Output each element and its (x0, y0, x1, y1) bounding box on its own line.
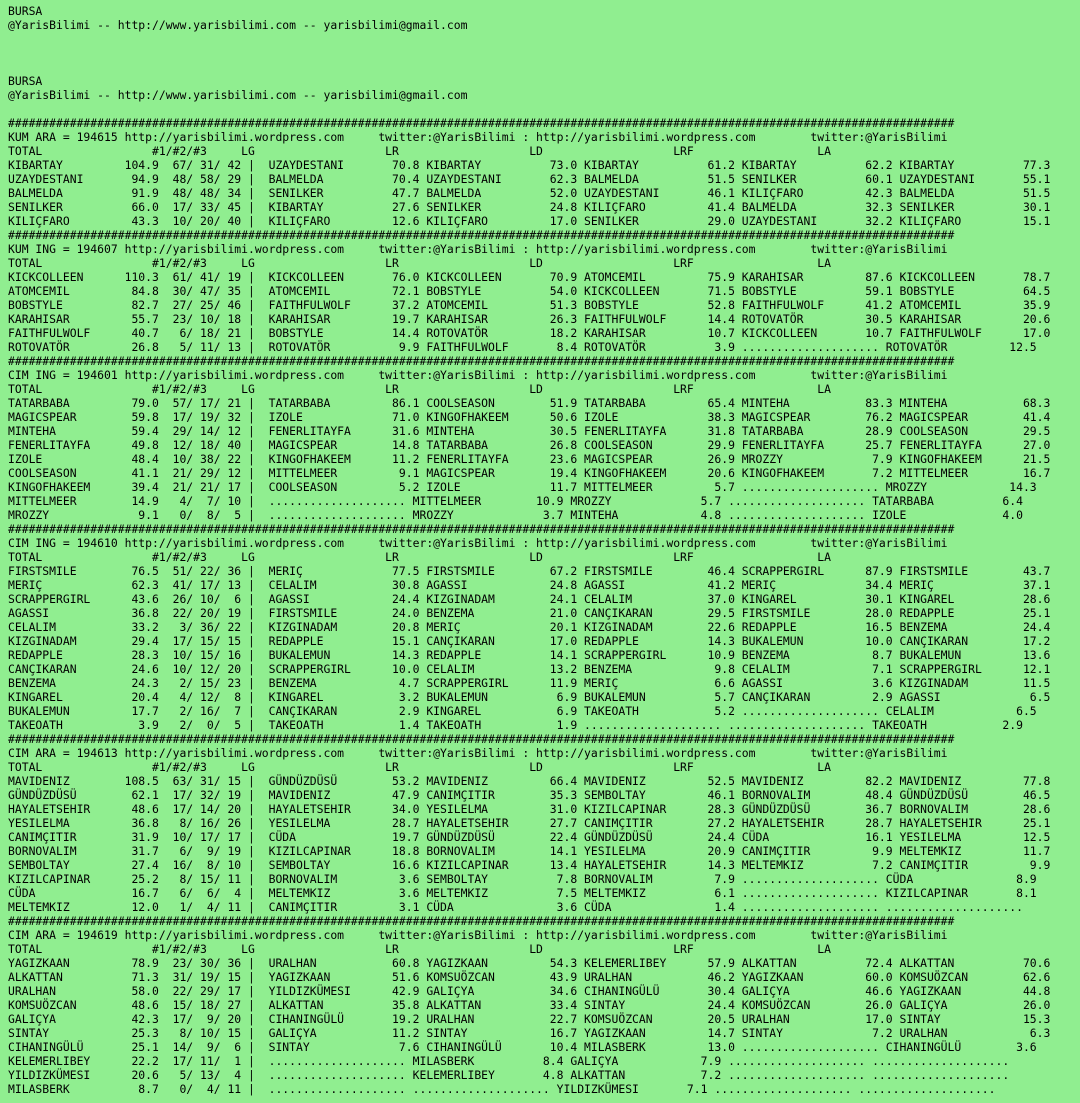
horse-row: SEMBOLTAY 27.4 16/ 8/ 10 | SEMBOLTAY 16.6 KIZILCAPINAR 13.4 HAYALETSEHIR 14.3 MELTEMKIZ 7.2 CANIMÇITIR 9.9 (8, 858, 1051, 872)
horse-row: MILASBERK 8.7 0/ 4/ 11 | .................... .................... YILDIZKÜMESI 7.1 .................... .................... (8, 1082, 996, 1096)
horse-row: CELALIM 33.2 3/ 36/ 22 | KIZGINADAM 20.8 MERIÇ 20.1 KIZGINADAM 22.6 REDAPPLE 16.5 BENZEMA 24.4 (8, 620, 1051, 634)
horse-row: KINGOFHAKEEM 39.4 21/ 21/ 17 | COOLSEASON 5.2 IZOLE 11.7 MITTELMEER 5.7 .................... MROZZY 14.3 (8, 480, 1037, 494)
horse-row: KOMSUÖZCAN 48.6 15/ 18/ 27 | ALKATTAN 35.8 ALKATTAN 33.4 SINTAY 24.4 KOMSUÖZCAN 26.0 GALIÇYA 26.0 (8, 998, 1051, 1012)
horse-row: SENILKER 66.0 17/ 33/ 45 | KIBARTAY 27.6 SENILKER 24.8 KILIÇFARO 41.4 BALMELDA 32.3 SENILKER 30.1 (8, 200, 1051, 214)
horse-row: HAYALETSEHIR 48.6 17/ 14/ 20 | HAYALETSEHIR 34.0 YESILELMA 31.0 KIZILCAPINAR 28.3 GÜNDÜZDÜSÜ 36.7 BORNOVALIM 28.6 (8, 802, 1051, 816)
horse-row: KELEMERLIBEY 22.2 17/ 11/ 1 | .................... MILASBERK 8.4 GALIÇYA 7.9 .................... .................... (8, 1054, 1010, 1068)
contact-line: @YarisBilimi -- http://www.yarisbilimi.com -- yarisbilimi@gmail.com (8, 88, 468, 102)
horse-row: KIBARTAY 104.9 67/ 31/ 42 | UZAYDESTANI 70.8 KIBARTAY 73.0 KIBARTAY 61.2 KIBARTAY 62.2 KIBARTAY 77.3 (8, 158, 1051, 172)
horse-row: YESILELMA 36.8 8/ 16/ 26 | YESILELMA 28.7 HAYALETSEHIR 27.7 CANIMÇITIR 27.2 HAYALETSEHIR 28.7 HAYALETSEHIR 25.1 (8, 816, 1051, 830)
horse-row: TAKEOATH 3.9 2/ 0/ 5 | TAKEOATH 1.4 TAKEOATH 1.9 .................... .................... TAKEOATH 2.9 (8, 718, 1023, 732)
city-title: BURSA (8, 74, 43, 88)
race-header: CIM ARA = 194613 http://yarisbilimi.wordpress.com twitter:@YarisBilimi : http://yarisbilimi.wordpress.com twitter:@YarisBilimi (8, 746, 948, 760)
horse-row: SINTAY 25.3 8/ 10/ 15 | GALIÇYA 11.2 SINTAY 16.7 YAGIZKAAN 14.7 SINTAY 7.2 URALHAN 6.3 (8, 1026, 1051, 1040)
horse-row: FENERLITAYFA 49.8 12/ 18/ 40 | MAGICSPEAR 14.8 TATARBABA 26.8 COOLSEASON 29.9 FENERLITAYFA 25.7 FENERLITAYFA 27.0 (8, 438, 1051, 452)
horse-row: ATOMCEMIL 84.8 30/ 47/ 35 | ATOMCEMIL 72.1 BOBSTYLE 54.0 KICKCOLLEEN 71.5 BOBSTYLE 59.1 BOBSTYLE 64.5 (8, 284, 1051, 298)
horse-row: TATARBABA 79.0 57/ 17/ 21 | TATARBABA 86.1 COOLSEASON 51.9 TATARBABA 65.4 MINTEHA 83.3 MINTEHA 68.3 (8, 396, 1051, 410)
section-divider: ########################################################################################################################################## (8, 354, 955, 368)
contact-line: @YarisBilimi -- http://www.yarisbilimi.com -- yarisbilimi@gmail.com (8, 18, 468, 32)
blank-line (8, 46, 1080, 60)
section-divider: ########################################################################################################################################## (8, 228, 955, 242)
city-title: BURSA (8, 4, 43, 18)
horse-row: CANIMÇITIR 31.9 10/ 17/ 17 | CÜDA 19.7 GÜNDÜZDÜSÜ 22.4 GÜNDÜZDÜSÜ 24.4 CÜDA 16.1 YESILELMA 12.5 (8, 830, 1051, 844)
horse-row: BALMELDA 91.9 48/ 48/ 34 | SENILKER 47.7 BALMELDA 52.0 UZAYDESTANI 46.1 KILIÇFARO 42.3 BALMELDA 51.5 (8, 186, 1051, 200)
column-header: TOTAL #1/#2/#3 LG LR LD LRF LA (8, 144, 831, 158)
section-divider: ########################################################################################################################################## (8, 116, 955, 130)
section-divider: ########################################################################################################################################## (8, 732, 955, 746)
horse-row: URALHAN 58.0 22/ 29/ 17 | YILDIZKÜMESI 42.9 GALIÇYA 34.6 CIHANINGÜLÜ 30.4 GALIÇYA 46.6 YAGIZKAAN 44.8 (8, 984, 1051, 998)
blank-line (8, 60, 1080, 74)
horse-row: BOBSTYLE 82.7 27/ 25/ 46 | FAITHFULWOLF 37.2 ATOMCEMIL 51.3 BOBSTYLE 52.8 FAITHFULWOLF 41.2 ATOMCEMIL 35.9 (8, 298, 1051, 312)
horse-row: GÜNDÜZDÜSÜ 62.1 17/ 32/ 19 | MAVIDENIZ 47.9 CANIMÇITIR 35.3 SEMBOLTAY 46.1 BORNOVALIM 48.4 GÜNDÜZDÜSÜ 46.5 (8, 788, 1051, 802)
horse-row: CANÇIKARAN 24.6 10/ 12/ 20 | SCRAPPERGIRL 10.0 CELALIM 13.2 BENZEMA 9.8 CELALIM 7.1 SCRAPPERGIRL 12.1 (8, 662, 1051, 676)
horse-row: CIHANINGÜLÜ 25.1 14/ 9/ 6 | SINTAY 7.6 CIHANINGÜLÜ 10.4 MILASBERK 13.0 .................... CIHANINGÜLÜ 3.6 (8, 1040, 1037, 1054)
horse-row: ALKATTAN 71.3 31/ 19/ 15 | YAGIZKAAN 51.6 KOMSUÖZCAN 43.9 URALHAN 46.2 YAGIZKAAN 60.0 KOMSUÖZCAN 62.6 (8, 970, 1051, 984)
column-header: TOTAL #1/#2/#3 LG LR LD LRF LA (8, 760, 831, 774)
race-header: CIM ING = 194601 http://yarisbilimi.wordpress.com twitter:@YarisBilimi : http://yarisbilimi.wordpress.com twitter:@YarisBilimi (8, 368, 948, 382)
horse-row: REDAPPLE 28.3 10/ 15/ 16 | BUKALEMUN 14.3 REDAPPLE 14.1 SCRAPPERGIRL 10.9 BENZEMA 8.7 BUKALEMUN 13.6 (8, 648, 1051, 662)
column-header: TOTAL #1/#2/#3 LG LR LD LRF LA (8, 256, 831, 270)
blank-line (8, 32, 1080, 46)
horse-row: BENZEMA 24.3 2/ 15/ 23 | BENZEMA 4.7 SCRAPPERGIRL 11.9 MERIÇ 6.6 AGASSI 3.6 KIZGINADAM 11.5 (8, 676, 1051, 690)
horse-row: IZOLE 48.4 10/ 38/ 22 | KINGOFHAKEEM 11.2 FENERLITAYFA 23.6 MAGICSPEAR 26.9 MROZZY 7.9 KINGOFHAKEEM 21.5 (8, 452, 1051, 466)
horse-row: BORNOVALIM 31.7 6/ 9/ 19 | KIZILCAPINAR 18.8 BORNOVALIM 14.1 YESILELMA 20.9 CANIMÇITIR 9.9 MELTEMKIZ 11.7 (8, 844, 1051, 858)
horse-row: MITTELMEER 14.9 4/ 7/ 10 | .................... MITTELMEER 10.9 MROZZY 5.7 .................... TATARBABA 6.4 (8, 494, 1023, 508)
horse-row: KIZGINADAM 29.4 17/ 15/ 15 | REDAPPLE 15.1 CANÇIKARAN 17.0 REDAPPLE 14.3 BUKALEMUN 10.0 CANÇIKARAN 17.2 (8, 634, 1051, 648)
race-header: KUM ING = 194607 http://yarisbilimi.wordpress.com twitter:@YarisBilimi : http://yarisbilimi.wordpress.com twitter:@YarisBilimi (8, 242, 948, 256)
horse-row: MROZZY 9.1 0/ 8/ 5 | .................... MROZZY 3.7 MINTEHA 4.8 .................... IZOLE 4.0 (8, 508, 1023, 522)
race-header: CIM ARA = 194619 http://yarisbilimi.wordpress.com twitter:@YarisBilimi : http://yarisbilimi.wordpress.com twitter:@YarisBilimi (8, 928, 948, 942)
column-header: TOTAL #1/#2/#3 LG LR LD LRF LA (8, 382, 831, 396)
horse-row: UZAYDESTANI 94.9 48/ 58/ 29 | BALMELDA 70.4 UZAYDESTANI 62.3 BALMELDA 51.5 SENILKER 60.1 UZAYDESTANI 55.1 (8, 172, 1051, 186)
horse-row: AGASSI 36.8 22/ 20/ 19 | FIRSTSMILE 24.0 BENZEMA 21.0 CANÇIKARAN 29.5 FIRSTSMILE 28.0 REDAPPLE 25.1 (8, 606, 1051, 620)
column-header: TOTAL #1/#2/#3 LG LR LD LRF LA (8, 942, 831, 956)
horse-row: GALIÇYA 42.3 17/ 9/ 20 | CIHANINGÜLÜ 19.2 URALHAN 22.7 KOMSUÖZCAN 20.5 URALHAN 17.0 SINTAY 15.3 (8, 1012, 1051, 1026)
horse-row: MINTEHA 59.4 29/ 14/ 12 | FENERLITAYFA 31.6 MINTEHA 30.5 FENERLITAYFA 31.8 TATARBABA 28.9 COOLSEASON 29.5 (8, 424, 1051, 438)
horse-row: COOLSEASON 41.1 21/ 29/ 12 | MITTELMEER 9.1 MAGICSPEAR 19.4 KINGOFHAKEEM 20.6 KINGOFHAKEEM 7.2 MITTELMEER 16.7 (8, 466, 1051, 480)
horse-row: MELTEMKIZ 12.0 1/ 4/ 11 | CANIMÇITIR 3.1 CÜDA 3.6 CÜDA 1.4 .................... .................... (8, 900, 1023, 914)
horse-row: SCRAPPERGIRL 43.6 26/ 10/ 6 | AGASSI 24.4 KIZGINADAM 24.1 CELALIM 37.0 KINGAREL 30.1 KINGAREL 28.6 (8, 592, 1051, 606)
horse-row: YILDIZKÜMESI 20.6 5/ 13/ 4 | .................... KELEMERLIBEY 4.8 ALKATTAN 7.2 .................... .................... (8, 1068, 1010, 1082)
horse-row: KICKCOLLEEN 110.3 61/ 41/ 19 | KICKCOLLEEN 76.0 KICKCOLLEEN 70.9 ATOMCEMIL 75.9 KARAHISAR 87.6 KICKCOLLEEN 78.7 (8, 270, 1051, 284)
horse-row: KINGAREL 20.4 4/ 12/ 8 | KINGAREL 3.2 BUKALEMUN 6.9 BUKALEMUN 5.7 CANÇIKARAN 2.9 AGASSI 6.5 (8, 690, 1051, 704)
race-header: KUM ARA = 194615 http://yarisbilimi.wordpress.com twitter:@YarisBilimi : http://yarisbilimi.wordpress.com twitter:@YarisBilimi (8, 130, 948, 144)
horse-row: KILIÇFARO 43.3 10/ 20/ 40 | KILIÇFARO 12.6 KILIÇFARO 17.0 SENILKER 29.0 UZAYDESTANI 32.2 KILIÇFARO 15.1 (8, 214, 1051, 228)
horse-row: FAITHFULWOLF 40.7 6/ 18/ 21 | BOBSTYLE 14.4 ROTOVATÖR 18.2 KARAHISAR 10.7 KICKCOLLEEN 10.7 FAITHFULWOLF 17.0 (8, 326, 1051, 340)
blank-line (8, 102, 1080, 116)
race-header: CIM ING = 194610 http://yarisbilimi.wordpress.com twitter:@YarisBilimi : http://yarisbilimi.wordpress.com twitter:@YarisBilimi (8, 536, 948, 550)
section-divider: ########################################################################################################################################## (8, 914, 955, 928)
horse-row: MAGICSPEAR 59.8 17/ 19/ 32 | IZOLE 71.0 KINGOFHAKEEM 50.6 IZOLE 38.3 MAGICSPEAR 76.2 MAGICSPEAR 41.4 (8, 410, 1051, 424)
section-divider: ########################################################################################################################################## (8, 522, 955, 536)
horse-row: KARAHISAR 55.7 23/ 10/ 18 | KARAHISAR 19.7 KARAHISAR 26.3 FAITHFULWOLF 14.4 ROTOVATÖR 30.5 KARAHISAR 20.6 (8, 312, 1051, 326)
horse-row: MERIÇ 62.3 41/ 17/ 13 | CELALIM 30.8 AGASSI 24.8 AGASSI 41.2 MERIÇ 34.4 MERIÇ 37.1 (8, 578, 1051, 592)
horse-row: ROTOVATÖR 26.8 5/ 11/ 13 | ROTOVATÖR 9.9 FAITHFULWOLF 8.4 ROTOVATÖR 3.9 .................... ROTOVATÖR 12.5 (8, 340, 1037, 354)
horse-row: FIRSTSMILE 76.5 51/ 22/ 36 | MERIÇ 77.5 FIRSTSMILE 67.2 FIRSTSMILE 46.4 SCRAPPERGIRL 87.9 FIRSTSMILE 43.7 (8, 564, 1051, 578)
column-header: TOTAL #1/#2/#3 LG LR LD LRF LA (8, 550, 831, 564)
horse-row: BUKALEMUN 17.7 2/ 16/ 7 | CANÇIKARAN 2.9 KINGAREL 6.9 TAKEOATH 5.2 .................... CELALIM 6.5 (8, 704, 1037, 718)
horse-row: MAVIDENIZ 108.5 63/ 31/ 15 | GÜNDÜZDÜSÜ 53.2 MAVIDENIZ 66.4 MAVIDENIZ 52.5 MAVIDENIZ 82.2 MAVIDENIZ 77.8 (8, 774, 1051, 788)
horse-row: KIZILCAPINAR 25.2 8/ 15/ 11 | BORNOVALIM 3.6 SEMBOLTAY 7.8 BORNOVALIM 7.9 .................... CÜDA 8.9 (8, 872, 1037, 886)
horse-row: YAGIZKAAN 78.9 23/ 30/ 36 | URALHAN 60.8 YAGIZKAAN 54.3 KELEMERLIBEY 57.9 ALKATTAN 72.4 ALKATTAN 70.6 (8, 956, 1051, 970)
horse-row: CÜDA 16.7 6/ 6/ 4 | MELTEMKIZ 3.6 MELTEMKIZ 7.5 MELTEMKIZ 6.1 .................... KIZILCAPINAR 8.1 (8, 886, 1037, 900)
